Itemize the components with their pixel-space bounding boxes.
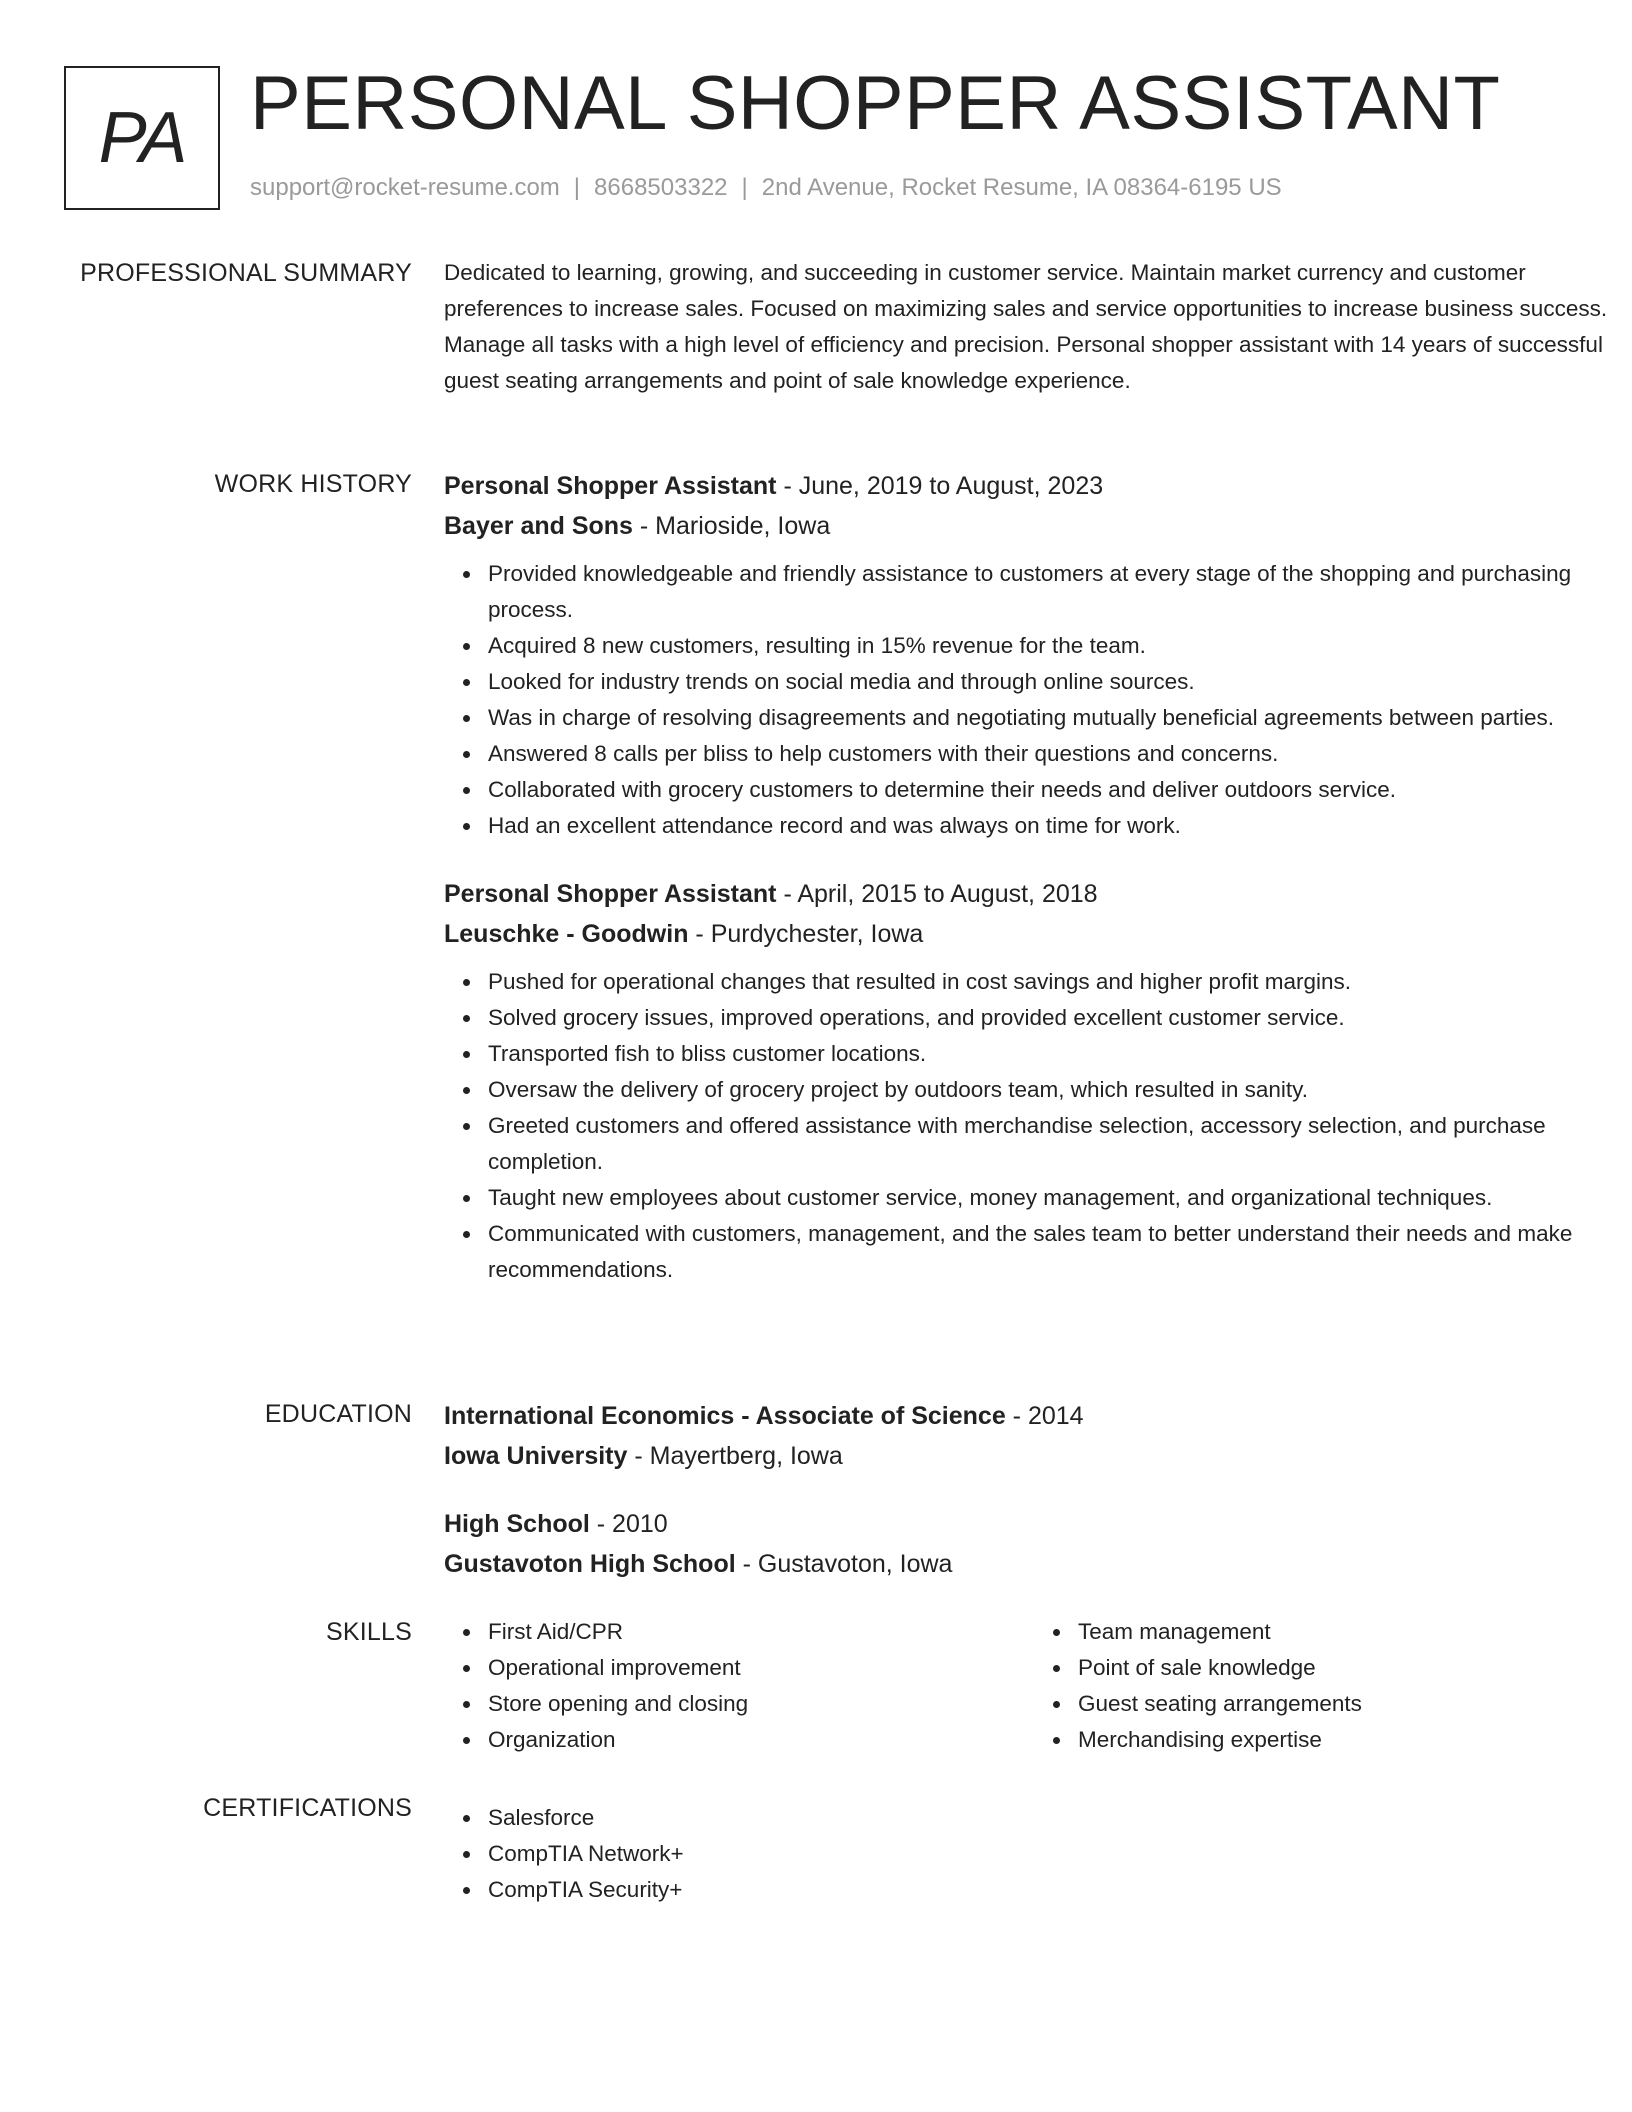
school-name: Iowa University [444, 1442, 628, 1470]
job-company: Leuschke - Goodwin [444, 920, 689, 948]
job-dates: - April, 2015 to August, 2018 [776, 880, 1098, 908]
degree-name: High School [444, 1510, 590, 1538]
job-title-line [444, 874, 1624, 914]
degree-line [444, 1504, 1624, 1544]
section-label-work-history: WORK HISTORY [214, 470, 412, 498]
job-bullet: Taught new employees about customer service, money management, and organizational techniques. [488, 1180, 1624, 1216]
contact-line [250, 174, 1282, 202]
section-label-education: EDUCATION [264, 1400, 412, 1428]
job-bullet-list [444, 964, 1624, 1288]
skill-item: Operational improvement [488, 1650, 1034, 1686]
skills-columns [444, 1614, 1624, 1758]
certification-item: CompTIA Network+ [488, 1836, 1624, 1872]
monogram-badge: PA [64, 66, 220, 210]
job-bullet: Acquired 8 new customers, resulting in 15% revenue for the team. [488, 628, 1624, 664]
degree-line [444, 1396, 1624, 1436]
degree-year: - 2014 [1005, 1402, 1084, 1430]
job-entry [444, 874, 1624, 1288]
school-line [444, 1544, 1624, 1584]
job-bullet: Looked for industry trends on social media and through online sources. [488, 664, 1624, 700]
job-location: - Purdychester, Iowa [688, 920, 924, 948]
degree-name: International Economics - Associate of Science [444, 1402, 1006, 1430]
job-bullet: Greeted customers and offered assistance with merchandise selection, accessory selection, and purchase completion. [488, 1108, 1624, 1180]
certifications-list [444, 1800, 1624, 1908]
job-bullet: Collaborated with grocery customers to determine their needs and deliver outdoors service. [488, 772, 1624, 808]
skill-item: Organization [488, 1722, 1034, 1758]
job-bullet: Had an excellent attendance record and was always on time for work. [488, 808, 1624, 844]
section-label-skills: SKILLS [326, 1618, 412, 1646]
job-location: - Marioside, Iowa [632, 512, 831, 540]
skill-item: Store opening and closing [488, 1686, 1034, 1722]
job-entry [444, 466, 1624, 844]
job-bullet: Transported fish to bliss customer locations. [488, 1036, 1624, 1072]
contact-phone[interactable]: 8668503322 [594, 174, 728, 201]
skill-item: Merchandising expertise [1078, 1722, 1624, 1758]
education-entry [444, 1504, 1624, 1584]
job-bullet: Solved grocery issues, improved operations, and provided excellent customer service. [488, 1000, 1624, 1036]
job-bullet: Oversaw the delivery of grocery project by outdoors team, which resulted in sanity. [488, 1072, 1624, 1108]
section-label-certifications: CERTIFICATIONS [203, 1794, 412, 1822]
skills-list-left [444, 1614, 1034, 1758]
job-bullet-list [444, 556, 1624, 844]
contact-email[interactable]: support@rocket-resume.com [250, 174, 560, 201]
job-bullet: Pushed for operational changes that resulted in cost savings and higher profit margins. [488, 964, 1624, 1000]
certification-item: Salesforce [488, 1800, 1624, 1836]
education-entry [444, 1396, 1624, 1476]
job-bullet: Was in charge of resolving disagreements and negotiating mutually beneficial agreements between parties. [488, 700, 1624, 736]
summary-text: Dedicated to learning, growing, and succeeding in customer service. Maintain market currency and customer preferences to increase sales. Focused on maximizing sales and service opportunities to increase business success. Manage all tasks with a high level of efficiency and precision. Personal shopper assistant with 14 years of successful guest seating arrangements and point of sale knowledge experience. [444, 260, 1608, 393]
contact-separator: | [573, 174, 581, 201]
job-bullet: Communicated with customers, management, and the sales team to better understand their needs and make recommendations. [488, 1216, 1624, 1288]
education-body [444, 1396, 1624, 1584]
job-company: Bayer and Sons [444, 512, 633, 540]
work-history-body [444, 466, 1624, 1288]
job-company-line [444, 914, 1624, 954]
candidate-title: PERSONAL SHOPPER ASSISTANT [250, 61, 1501, 146]
skill-item: Guest seating arrangements [1078, 1686, 1624, 1722]
degree-year: - 2010 [589, 1510, 668, 1538]
summary-body [444, 255, 1624, 399]
job-title: Personal Shopper Assistant [444, 880, 777, 908]
job-company-line [444, 506, 1624, 546]
contact-address: 2nd Avenue, Rocket Resume, IA 08364-6195 US [761, 174, 1282, 201]
skills-list-right [1034, 1614, 1624, 1758]
skill-item: Point of sale knowledge [1078, 1650, 1624, 1686]
contact-separator: | [741, 174, 748, 201]
certification-item: CompTIA Security+ [488, 1872, 1624, 1908]
skill-item: Team management [1078, 1614, 1624, 1650]
school-name: Gustavoton High School [444, 1550, 736, 1578]
job-title: Personal Shopper Assistant [444, 472, 777, 500]
school-line [444, 1436, 1624, 1476]
job-title-line [444, 466, 1624, 506]
skill-item: First Aid/CPR [488, 1614, 1034, 1650]
resume-header [64, 61, 1584, 214]
school-location: - Mayertberg, Iowa [627, 1442, 843, 1470]
school-location: - Gustavoton, Iowa [735, 1550, 953, 1578]
section-label-summary: PROFESSIONAL SUMMARY [80, 259, 412, 287]
job-dates: - June, 2019 to August, 2023 [776, 472, 1104, 500]
job-bullet: Provided knowledgeable and friendly assistance to customers at every stage of the shopping and purchasing process. [488, 556, 1624, 628]
skills-body [444, 1614, 1624, 1758]
certifications-body [444, 1790, 1624, 1908]
job-bullet: Answered 8 calls per bliss to help customers with their questions and concerns. [488, 736, 1624, 772]
